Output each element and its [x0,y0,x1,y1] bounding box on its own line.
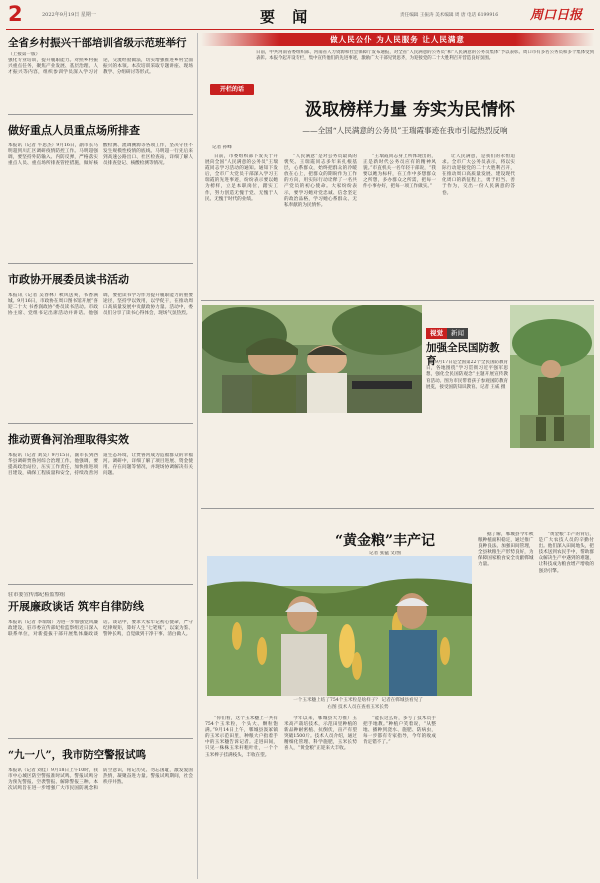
article-body: 本报讯（记者 刘昊）9月15日，副市长到西华县调研贾鲁河综合治理工作。他强调，要提高政治站位，压实工作责任，加快推进项目建设，确保工程质量和安全，持续改善河道生态环境，让贾鲁河成为造福群众的幸福河。调研中，详细了解了项目进展、资金使用、存在问题等情况，并现场协调解决有关问题。 [8,453,193,477]
editors-line: 责任编辑 王振涛 美术编辑 周 唐 电话 6199916 [400,13,499,18]
article-air-raid-siren [8,748,193,880]
headline: 市政协开展委员读书活动 [8,273,129,286]
headline: 推动贾鲁河治理取得实效 [8,433,129,446]
article-body: 本报讯（记者 牛思杰）9月16日，副市长马明超到川汇区调研疫情防控工作。马明超强调，要坚持外防输入、内防反弹，严格落实重点人员、重点场所排查管控措施，做好核酸检测、流调溯源等各项工作，坚决守住不发生规模性疫情的底线。马明超一行先后来到高速公路出口、社区检查站，详细了解人员排查登记、核酸检测等情况。 [8,143,193,167]
harvest-paragraph: 据了解，郸城县今年秋粮种植面积稳定，通过推广良种良法、加强田间管理，全县秋粮生产形势良好，为保障国家粮食安全贡献郸城力量。 [478,532,534,568]
viewpoint-tag [426,320,468,337]
feature-paragraph: 让人民满意，是我们的永恒追求。全市广大公务员表示，将以实际行动迎接党的二十大胜利召开，在推动周口高质量发展、建设现代化周口的新征程上，勇于担当、善于作为，交出一份人民满意的答卷。 [442,154,515,196]
feature-body [205,154,594,294]
divider [8,584,193,585]
harvest-photo-caption: 一个玉米穗上结了754个玉米粒是啥样子？ 记者在郸城县看见了 [293,698,423,703]
harvest-paragraph: “你们看，这个玉米穗上一共有754个玉米粒，个头大、颗粒饱满。”9月14日上午，郸城县汲冢镇的玉米示范田里，种粮大户指着手中的玉米穗告诉记者。走进田间，只见一株株玉米秆粗叶壮，一个个玉米棒子挂满枝头，丰收在望。 [205,716,278,758]
section-title: 要 闻 [260,8,314,26]
masthead-rule [6,29,594,30]
headline: 开展廉政谈话 筑牢自律防线 [8,600,144,614]
divider [8,263,193,264]
feature-paragraph: 日前，市委组织部下发关于开展向全国“人民满意的公务员”王瑞霞同志学习活动的通知。通知下发后，全市广大党员干部深入学习王瑞霞的先进事迹，纷纷表示要以她为榜样，立足本职岗位，踏实工作，努力创造无愧于党、无愧于人民、无愧于时代的业绩。 [205,154,278,202]
article-cppcc-reading [8,273,193,401]
headline: 做好重点人员重点场所排查 [8,124,140,137]
masthead [0,0,600,28]
article-rural-training [8,36,193,106]
defense-education-photo-2 [510,305,594,448]
column-tag [210,84,254,95]
harvest-photo-caption-2: 右图 技术人员在查看玉米长势 [327,705,389,710]
viewpoint-caption: 9月17日是全国第22个全民国防教育日，各地围绕“学习贯彻习近平强军思想，强化全民国防观念”主题开展宣传教育活动。图为市民带着孩子参观国防教育展览，接受国防知识教育。记者 王威 摄 [426,360,508,390]
viewpoint-tag-primary: 视觉 [426,328,447,339]
harvest-title-block [260,532,510,557]
subhead: （上接第一版） [8,52,41,57]
defense-photo-illustration-2 [510,305,594,448]
left-column-divider [197,33,198,879]
divider [201,300,594,301]
harvest-body-right [478,532,594,702]
slogan-banner [201,33,594,46]
article-body: 本报讯（记者 刘佳）9月18日上午10时，我市中心城区防空警报准时试鸣。警报试鸣分为预先警报、空袭警报、解除警报三种。本次试鸣旨在进一步增强广大市民国防观念和防空意识，铭记历史、勿忘国耻，激发爱国热情，凝聚奋进力量。警报试鸣期间，社会秩序井然。 [8,768,193,792]
column-tag-text: 开栏的话 [219,86,244,93]
defense-photo-illustration [202,305,422,413]
defense-education-photo [202,305,422,413]
article-body: 强化专业培训，提升履职能力。对照乡村振兴重点任务，聚焦产业发展、基层治理、人才振兴等内容，组织参训学员深入学习讨论，交流经验做法，切实增强推进乡村全面振兴的本领。本次培训采取专题讲座、现场教学、分组研讨等形式。 [8,58,193,76]
viewpoint-title: 加强全民国防教育 [426,342,500,367]
viewpoint-tag-secondary: 新闻 [447,328,468,339]
corn-harvest-photo [207,556,472,696]
divider [8,738,193,739]
divider [8,423,193,424]
feature-paragraph: “王瑞霞同志身上所体现出的，正是新时代公务员应有的精神风貌。”市直机关一名年轻干部说，“我要以她为标杆，在工作中多想群众之所想，多办群众之所需，把每一件小事办好，把每一项工作做实。” [363,154,436,190]
harvest-byline: 记者 张猛 文/图 [368,551,402,556]
harvest-headline: “黄金粮”丰产记 [334,533,436,549]
article-body: 本报讯（记者 吴春林）秋风送爽，书香满城。9月16日，市政协在周口图书馆开展“喜迎二十大 书香润政协”委员读书活动。市政协主席、党组书记出席活动并讲话。他强调，要把读书学习作为提升履职能力的重要途径，坚持学以致用，以学促干，在推动周口高质量发展中贡献政协力量。活动中，委员们分享了读书心得体会，现场气氛热烈。 [8,293,193,317]
harvest-paragraph: “能长这么好，多亏了技术员手把手地教。”种植户笑着说，“从整地、播种到浇水、施肥、防病虫，每一步都有专家指导，今年的收成肯定错不了。” [363,716,436,746]
article-epidemic-check [8,124,193,245]
feature-byline: 记者 孙峰 [212,145,232,150]
article-jialu-river [8,433,193,573]
corn-photo-illustration [207,556,472,696]
divider [8,114,193,115]
harvest-paragraph: 今年以来，郸城县大力推广玉米高产栽培技术，示范田里种植的新品种耐密植、抗倒伏，亩产有望突破1500斤。技术人员介绍，通过精细化管理、科学施肥，玉米长势喜人，“黄金粮”正迎来大丰收。 [284,716,357,752]
article-integrity-talk [8,592,193,720]
date-line: 2022年9月19日 星期一 [42,12,96,18]
newspaper-logo: 周口日报 [530,8,583,23]
kicker: 驻市委宣传部纪检监察组 [8,592,66,598]
article-body: 本报讯（记者 李瑞瑞）为进一步加强党风廉政建设，驻市委宣传部纪检监察组近日深入联系单位，对新提拔干部开展集体廉政谈话。谈话中，要求大家牢记初心使命，严守纪律规矩，算好人生“七笔账”，以案为鉴、警钟长鸣，自觉做到干净干事、清白做人。 [8,620,193,638]
harvest-paragraph: “黄金粮”丰产的背后，是广大农技人员的辛勤付出。他们深入田间地头，把技术送到农民手中，帮助群众解决生产中遇到的难题，让科技成为粮食增产增收的强劲引擎。 [538,532,594,574]
page-number: 2 [8,2,23,26]
divider [201,508,594,509]
feature-paragraph: “人民满意”是对公务员最高的褒奖。王瑞霞同志多年来扎根基层，心系群众，始终把群众的冷暖放在心上，把群众的期盼作为工作的方向，用实际行动诠释了一名共产党员的初心使命。大家纷纷表示，要学习她对党忠诚、信念坚定的政治品格，学习她心系群众、无私奉献的为民情怀。 [284,154,357,208]
headline: 全省乡村振兴干部培训省级示范班举行 [8,37,187,49]
feature-intro: 日前，中共河南省委组织部、河南省人力资源和社会保障厅发布通报，对全省“人民满意的公务员”和“人民满意的公务员集体”予以表彰。周口市有多名公务员和多个集体受到表彰。本报今起开设专栏，集中宣传他们的先进事迹，激励广大干部见贤思齐，为迎接党的二十大胜利召开营造良好氛围。 [256,50,594,61]
feature-subheadline: ——全国“人民满意的公务员”王瑞霞事迹在我市引起热烈反响 [302,126,508,135]
slogan-text: 做人民公仆 为人民服务 让人民满意 [330,35,465,44]
feature-headline: 汲取榜样力量 夯实为民情怀 [305,100,515,120]
headline: “九一八”，我市防空警报试鸣 [8,749,147,761]
harvest-body-bottom [205,716,594,876]
